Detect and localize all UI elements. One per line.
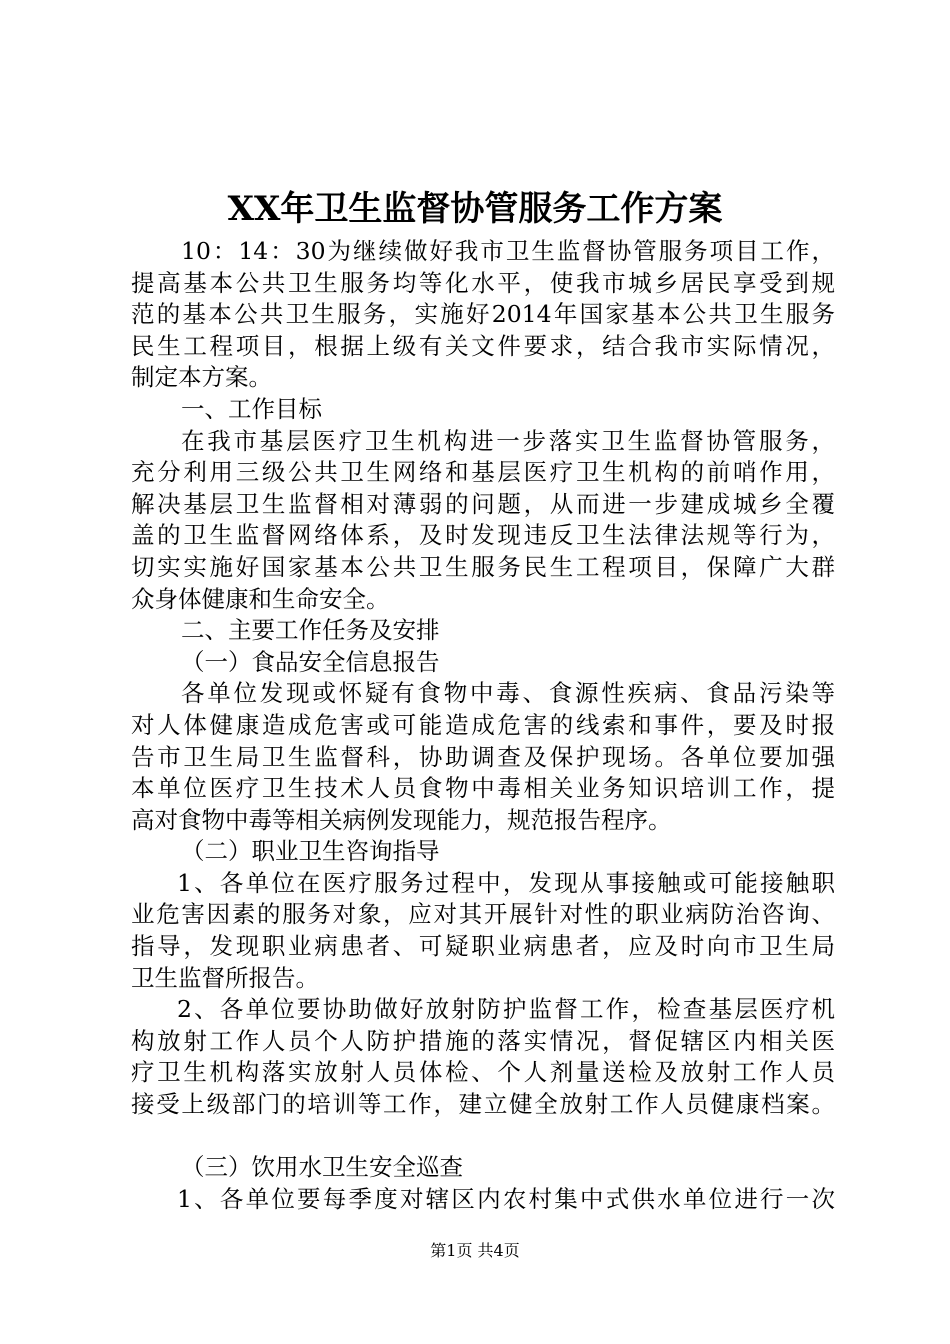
subsection-heading: （一）食品安全信息报告	[181, 647, 440, 676]
paragraph-line: 范的基本公共卫生服务，实施好2014年国家基本公共卫生服务	[131, 300, 835, 329]
document-body	[131, 236, 835, 1215]
paragraph-line: 提高基本公共卫生服务均等化水平，使我市城乡居民享受到规	[131, 268, 835, 297]
paragraph-line: 制定本方案。	[131, 363, 272, 392]
subsection-heading: （三）饮用水卫生安全巡查	[181, 1153, 463, 1182]
paragraph-line: 告市卫生局卫生监督科，协助调查及保护现场。各单位要加强	[131, 742, 835, 771]
paragraph-line: 10：14：30为继续做好我市卫生监督协管服务项目工作，	[181, 237, 835, 265]
paragraph-line: 构放射工作人员个人防护措施的落实情况，督促辖区内相关医	[131, 1026, 835, 1055]
paragraph-line: 各单位发现或怀疑有食物中毒、食源性疾病、食品污染等	[181, 679, 835, 708]
paragraph-line: 卫生监督所报告。	[131, 963, 319, 992]
paragraph-line: 接受上级部门的培训等工作，建立健全放射工作人员健康档案。	[131, 1090, 835, 1119]
subsection-heading: （二）职业卫生咨询指导	[181, 837, 440, 866]
paragraph-line: 众身体健康和生命安全。	[131, 584, 390, 613]
paragraph-line: 切实实施好国家基本公共卫生服务民生工程项目，保障广大群	[131, 552, 835, 581]
paragraph-line: 2、各单位要协助做好放射防护监督工作，检查基层医疗机	[177, 995, 835, 1024]
paragraph-line: 业危害因素的服务对象，应对其开展针对性的职业病防治咨询、	[131, 900, 835, 929]
paragraph-line: 解决基层卫生监督相对薄弱的问题，从而进一步建成城乡全覆	[131, 489, 835, 518]
paragraph-line: 1、各单位要每季度对辖区内农村集中式供水单位进行一次	[177, 1184, 835, 1213]
paragraph-line: 盖的卫生监督网络体系，及时发现违反卫生法律法规等行为，	[131, 521, 835, 550]
blank-line	[131, 1121, 835, 1153]
paragraph-line: 指导，发现职业病患者、可疑职业病患者，应及时向市卫生局	[131, 932, 835, 961]
paragraph-line: 疗卫生机构落实放射人员体检、个人剂量送检及放射工作人员	[131, 1058, 835, 1087]
section-heading: 二、主要工作任务及安排	[181, 616, 440, 645]
section-heading: 一、工作目标	[181, 394, 322, 423]
paragraph-line: 本单位医疗卫生技术人员食物中毒相关业务知识培训工作，提	[131, 774, 835, 803]
paragraph-line: 民生工程项目，根据上级有关文件要求，结合我市实际情况，	[131, 331, 835, 360]
page-footer: 第1页 共4页	[430, 1241, 520, 1260]
document-title: XX年卫生监督协管服务工作方案	[227, 189, 723, 229]
paragraph-line: 充分利用三级公共卫生网络和基层医疗卫生机构的前哨作用，	[131, 458, 835, 487]
paragraph-line: 在我市基层医疗卫生机构进一步落实卫生监督协管服务，	[181, 426, 835, 455]
paragraph-line: 高对食物中毒等相关病例发现能力，规范报告程序。	[131, 805, 672, 834]
paragraph-line: 1、各单位在医疗服务过程中，发现从事接触或可能接触职	[177, 868, 835, 897]
paragraph-line: 对人体健康造成危害或可能造成危害的线索和事件，要及时报	[131, 710, 835, 739]
